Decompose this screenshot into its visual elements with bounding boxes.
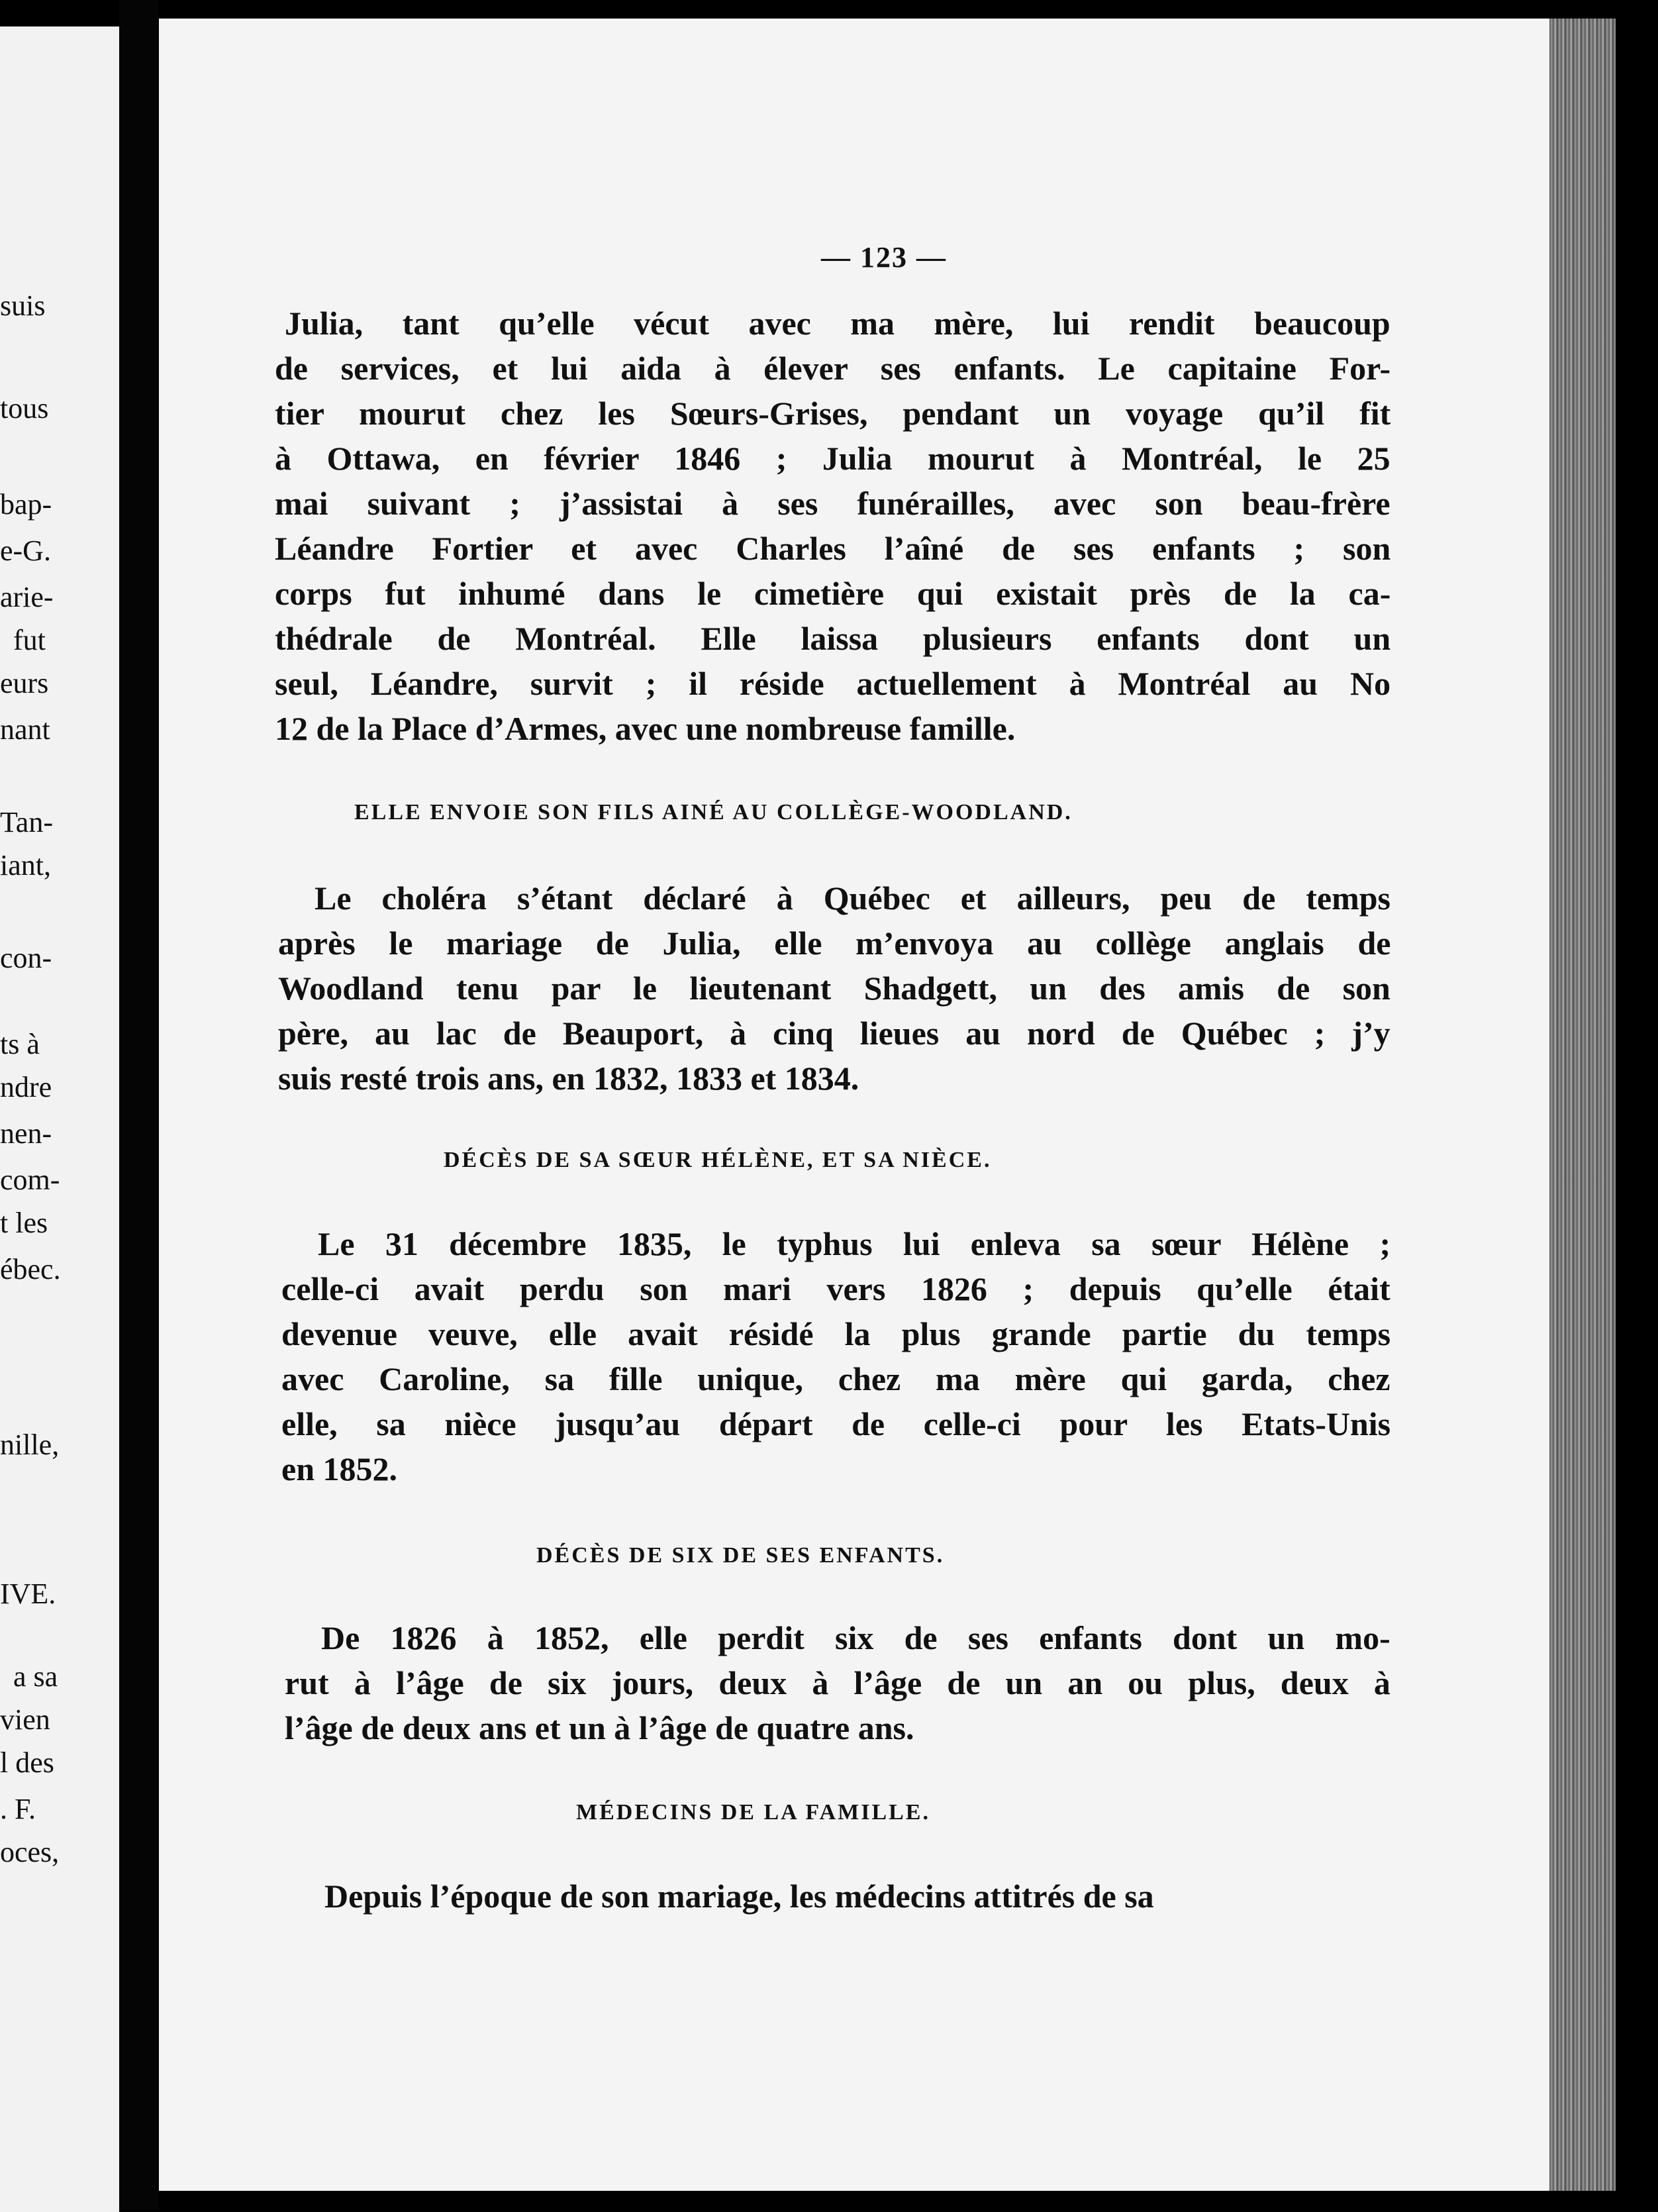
left-page-line: ts à (0, 1028, 40, 1060)
book-gutter (119, 0, 159, 2209)
paragraph-line: Woodland tenu par le lieutenant Shadgett, un des amis de son (278, 970, 1390, 1007)
left-page-line: eurs (0, 667, 49, 699)
paragraph-line: père, au lac de Beauport, à cinq lieues au nord de Québec ; j’y (278, 1015, 1390, 1052)
paragraph-line: De 1826 à 1852, elle perdit six de ses enfants dont un mo- (321, 1619, 1390, 1656)
paragraph-line: Julia, tant qu’elle vécut avec ma mère, lui rendit beaucoup (285, 305, 1390, 342)
left-page-line: arie- (0, 581, 54, 613)
left-page-line: IVE. (0, 1578, 56, 1610)
paragraph-line: celle-ci avait perdu son mari vers 1826 ; depuis qu’elle était (281, 1270, 1390, 1307)
paragraph-line: corps fut inhumé dans le cimetière qui existait près de la ca- (275, 575, 1391, 612)
left-page-line: com- (0, 1164, 60, 1196)
left-page-line: iant, (0, 849, 51, 881)
book-page (159, 19, 1549, 2191)
left-page-line: l des (0, 1746, 54, 1779)
paragraph-line: Léandre Fortier et avec Charles l’aîné de ses enfants ; son (275, 530, 1391, 567)
left-page-line: ndre (0, 1071, 52, 1103)
paragraph-line: à Ottawa, en février 1846 ; Julia mourut à Montréal, le 25 (275, 440, 1390, 477)
paragraph-line: Depuis l’époque de son mariage, les médecins attitrés de sa (324, 1878, 1154, 1915)
page-edges (1549, 19, 1616, 2191)
paragraph-line: l’âge de deux ans et un à l’âge de quatre ans. (285, 1709, 914, 1746)
left-facing-page (0, 26, 119, 2212)
paragraph-line: Le 31 décembre 1835, le typhus lui enleva sa sœur Hélène ; (318, 1225, 1391, 1262)
left-page-line: a sa (13, 1660, 58, 1693)
left-page-line: e-G. (0, 534, 51, 567)
left-page-line: nen- (0, 1117, 52, 1150)
paragraph-line: avec Caroline, sa fille unique, chez ma mère qui garda, chez (281, 1360, 1390, 1397)
paragraph-line: de services, et lui aida à élever ses enfants. Le capitaine For- (275, 350, 1391, 387)
paragraph-line: Le choléra s’étant déclaré à Québec et ailleurs, peu de temps (315, 880, 1391, 917)
paragraph-line: après le mariage de Julia, elle m’envoya au collège anglais de (278, 925, 1391, 962)
left-page-line: con- (0, 942, 52, 974)
left-page-line: Tan- (0, 806, 53, 838)
section-heading: DÉCÈS DE SIX DE SES ENFANTS. (536, 1543, 945, 1568)
left-page-line: tous (0, 392, 49, 425)
left-page-line: bap- (0, 488, 52, 521)
page-number: — 123 — (821, 241, 947, 274)
paragraph-line: mai suivant ; j’assistai à ses funérailles, avec son beau-frère (275, 485, 1390, 522)
left-page-line: oces, (0, 1836, 60, 1868)
section-heading: DÉCÈS DE SA SŒUR HÉLÈNE, ET SA NIÈCE. (444, 1148, 992, 1172)
paragraph-line: 12 de la Place d’Armes, avec une nombreuse famille. (275, 710, 1016, 747)
paragraph-line: thédrale de Montréal. Elle laissa plusieurs enfants dont un (275, 620, 1391, 657)
left-page-line: ébec. (0, 1253, 61, 1285)
section-heading: ELLE ENVOIE SON FILS AINÉ AU COLLÈGE-WOODLAND. (354, 800, 1073, 825)
paragraph-line: en 1852. (281, 1450, 397, 1487)
paragraph-line: rut à l’âge de six jours, deux à l’âge de un an ou plus, deux à (285, 1664, 1390, 1701)
left-page-line: nille, (0, 1429, 60, 1461)
section-heading: MÉDECINS DE LA FAMILLE. (576, 1800, 930, 1825)
paragraph-line: tier mourut chez les Sœurs-Grises, pendant un voyage qu’il fit (275, 395, 1391, 432)
left-page-line: suis (0, 289, 46, 322)
left-page-line: . F. (0, 1793, 36, 1825)
paragraph-line: elle, sa nièce jusqu’au départ de celle-ci pour les Etats-Unis (281, 1405, 1391, 1442)
left-page-line: nant (0, 713, 50, 746)
left-page-line: fut (13, 624, 46, 656)
left-page-line: t les (0, 1207, 48, 1239)
paragraph-line: seul, Léandre, survit ; il réside actuellement à Montréal au No (275, 665, 1391, 702)
left-page-line: vien (0, 1703, 50, 1736)
paragraph-line: devenue veuve, elle avait résidé la plus grande partie du temps (281, 1315, 1391, 1352)
paragraph-line: suis resté trois ans, en 1832, 1833 et 1834. (278, 1060, 859, 1097)
